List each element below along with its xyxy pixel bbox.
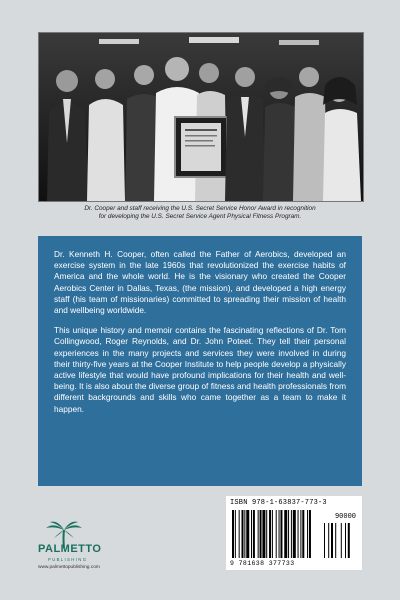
barcode-bar <box>242 510 244 558</box>
barcode-bar <box>244 510 245 558</box>
photo-caption <box>40 205 360 221</box>
addon-bar <box>331 523 333 558</box>
isbn-barcode <box>226 496 362 570</box>
addon-bar <box>324 523 325 558</box>
barcode-bar <box>258 510 259 558</box>
barcode-bar <box>262 510 265 558</box>
barcode-bar <box>266 510 267 558</box>
publisher-name: PALMETTO <box>38 543 102 555</box>
caption-line-1: Dr. Cooper and staff receiving the U.S. Secret Service Honor Award in recognition <box>84 205 316 212</box>
barcode-bar <box>300 510 301 558</box>
photo-illustration <box>39 33 363 201</box>
price-code: 90000 <box>334 513 356 521</box>
barcode-bar <box>246 510 249 558</box>
award-photo <box>38 32 364 202</box>
description-panel <box>38 236 362 486</box>
barcode-bar <box>272 510 273 558</box>
addon-bar <box>328 523 329 558</box>
barcode-number: 9 781638 377733 <box>230 560 295 567</box>
barcode-bar <box>235 510 236 558</box>
barcode-bar <box>302 510 304 558</box>
addon-bar <box>348 523 350 558</box>
caption-line-2: for developing the U.S. Secret Service Agent Physical Fitness Program. <box>98 213 302 220</box>
publisher-tagline: PUBLISHING <box>48 557 88 562</box>
barcode-bar <box>284 510 287 558</box>
barcode-bar <box>293 510 296 558</box>
addon-bar <box>341 523 342 558</box>
barcode-bar <box>253 510 255 558</box>
description-paragraph-1: Dr. Kenneth H. Cooper, often called the Father of Aerobics, developed an exercise system in the late 1960s that revolutionized the exercise habits of America and the whole world. He is the visionary who created the Cooper Aerobics Center in Dallas, Texas, (the mission), and developed a high energy staff (his team of missionaries) committed to spreading their mission of health and wellbeing worldwide. <box>54 249 346 316</box>
barcode-bar <box>280 510 282 558</box>
barcode-bar <box>276 510 277 558</box>
barcode-bar <box>232 510 234 558</box>
barcode-bar <box>239 510 240 558</box>
barcode-bar <box>269 510 271 558</box>
barcode-bar <box>260 510 262 558</box>
barcode-bar <box>251 510 252 558</box>
addon-bar <box>335 523 336 558</box>
barcode-bar <box>291 510 292 558</box>
publisher-url: www.palmettopublishing.com <box>38 565 100 570</box>
barcode-bar <box>298 510 299 558</box>
barcode-bars <box>226 496 362 570</box>
addon-bar <box>345 523 346 558</box>
barcode-bar <box>309 510 311 558</box>
barcode-bar <box>279 510 280 558</box>
barcode-bar <box>288 510 289 558</box>
barcode-bar <box>307 510 308 558</box>
isbn-label: ISBN 978-1-63837-773-3 <box>230 499 327 507</box>
description-paragraph-2: This unique history and memoir contains the fascinating reflections of Dr. Tom Collingwood, Roger Reynolds, and Dr. John Poteet. They tell their personal experiences in the many projects and services they were involved in during their thirty-five years at the Cooper Institute to help people develop a physically active lifestyle that would have profound implications for their health and well-being. It is also about the diverse group of fitness and health professionals from different backgrounds and skills who came together as a team to make it happen. <box>54 325 346 414</box>
